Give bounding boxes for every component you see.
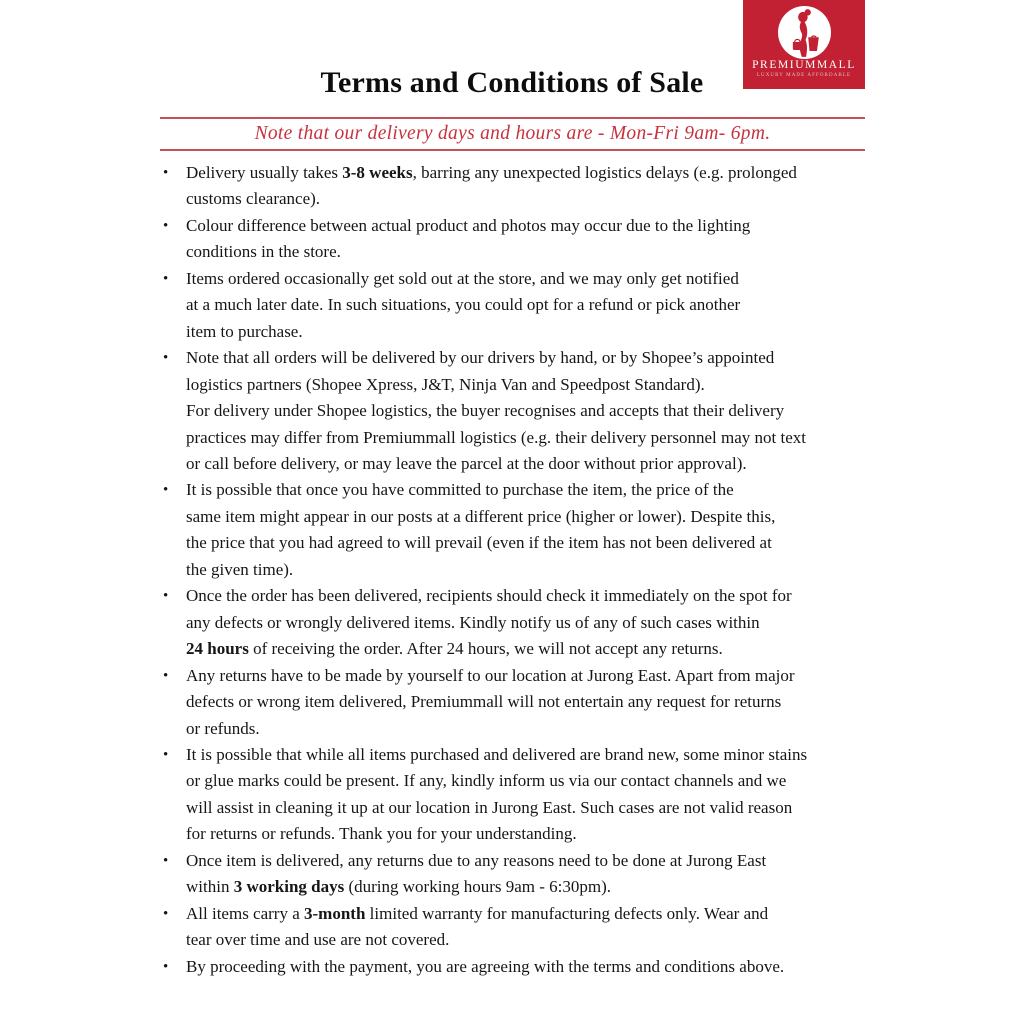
bullet-icon: •	[163, 588, 169, 605]
term-item	[160, 213, 876, 266]
term-text: Items ordered occasionally get sold out at the store, and we may only get notified at a much later date. In such situations, you could opt for a refund or pick another item to purchase.	[186, 268, 741, 341]
term-item	[160, 663, 876, 742]
term-text: Any returns have to be made by yourself to our location at Jurong East. Apart from major defects or wrong item delivered, Premiummall will not entertain any request for returns or refunds.	[186, 665, 795, 738]
bullet-icon: •	[163, 217, 169, 234]
bullet-icon: •	[163, 350, 169, 367]
term-item	[160, 901, 876, 954]
bullet-icon: •	[163, 905, 169, 922]
delivery-note: Note that our delivery days and hours are - Mon-Fri 9am- 6pm.	[254, 123, 771, 144]
bullet-icon: •	[163, 746, 169, 763]
logo-brand-text: PREMIUMMALL	[752, 59, 856, 71]
term-text: It is possible that while all items purchased and delivered are brand new, some minor stains or glue marks could be present. If any, kindly inform us via our contact channels and we will assist in cleaning it up at our location in Jurong East. Such cases are not valid reason for returns or refunds. Thank you for your understanding.	[186, 744, 808, 844]
term-item	[160, 848, 876, 901]
term-text: Note that all orders will be delivered by our drivers by hand, or by Shopee’s appointed logistics partners (Shopee Xpress, J&T, Ninja Van and Speedpost Standard). For delivery under Shopee logistics, the buyer recognises and accepts that their delivery practices may differ from Premiummall logistics (e.g. their delivery personnel may not text or call before delivery, or may leave the parcel at the door without prior approval).	[186, 348, 807, 473]
term-item	[160, 742, 876, 848]
term-text: All items carry a 3-month limited warranty for manufacturing defects only. Wear and tear over time and use are not covered.	[186, 903, 769, 950]
terms-list	[160, 160, 876, 980]
term-item	[160, 160, 876, 213]
term-item	[160, 345, 876, 477]
term-text: Once item is delivered, any returns due to any reasons need to be done at Jurong East within 3 working days (during working hours 9am - 6:30pm).	[186, 850, 767, 897]
bullet-icon: •	[163, 852, 169, 869]
bullet-icon: •	[163, 270, 169, 287]
page-title: Terms and Conditions of Sale	[320, 66, 704, 99]
logo-tagline-text: LUXURY MADE AFFORDABLE	[756, 73, 852, 78]
woman-with-shopping-bags-icon	[778, 6, 831, 59]
term-item	[160, 583, 876, 662]
term-text: Colour difference between actual product and photos may occur due to the lighting conditions in the store.	[186, 215, 751, 262]
term-text: It is possible that once you have committed to purchase the item, the price of the same item might appear in our posts at a different price (higher or lower). Despite this, the price that you had agreed to will prevail (even if the item has not been delivered at the given time).	[186, 480, 776, 579]
bullet-icon: •	[163, 482, 169, 499]
bullet-icon: •	[163, 958, 169, 975]
divider-bottom	[160, 149, 865, 151]
term-text: By proceeding with the payment, you are agreeing with the terms and conditions above.	[186, 956, 785, 976]
term-item	[160, 266, 876, 345]
term-item	[160, 954, 876, 980]
bullet-icon: •	[163, 165, 169, 181]
term-item	[160, 477, 876, 583]
term-text: Once the order has been delivered, recipients should check it immediately on the spot for any defects or wrongly delivered items. Kindly notify us of any of such cases within 24 hours of receiving the order. After 24 hours, we will not accept any returns.	[186, 586, 792, 659]
divider-top	[160, 117, 865, 119]
bullet-icon: •	[163, 667, 169, 684]
term-text: Delivery usually takes 3-8 weeks, barring any unexpected logistics delays (e.g. prolonged customs clearance).	[186, 163, 797, 209]
